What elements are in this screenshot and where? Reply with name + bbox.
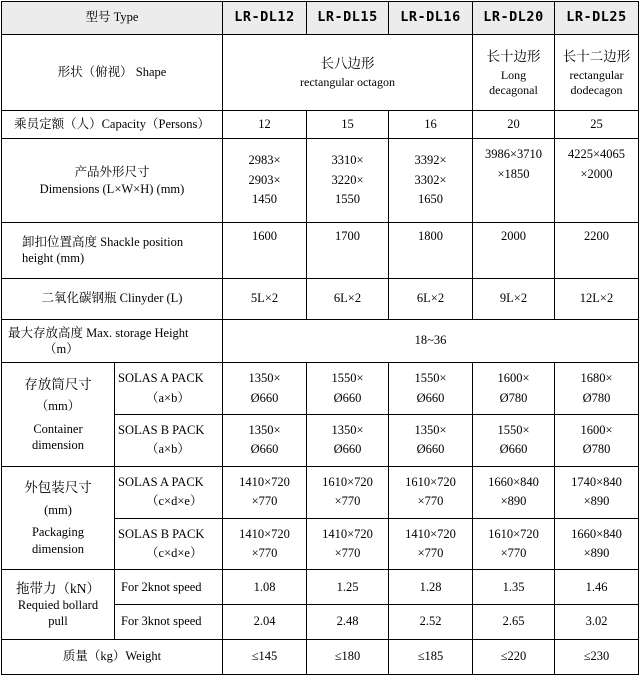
container-value: 1350× Ø660 (389, 415, 473, 467)
container-value: 1550× Ø660 (389, 363, 473, 415)
shape-dodecagon-en-1: rectangular (569, 67, 624, 82)
co2-value: 6L×2 (307, 278, 389, 319)
weight-value: ≤185 (389, 640, 473, 675)
capacity-value: 16 (389, 110, 473, 139)
bollard-value: 1.25 (307, 570, 389, 605)
shackle-value: 1800 (389, 222, 473, 278)
bollard-value: 2.04 (223, 605, 307, 640)
shackle-value: 2000 (473, 222, 555, 278)
container-value: 1350× Ø660 (223, 363, 307, 415)
shackle-value: 1600 (223, 222, 307, 278)
container-label: 存放筒尺寸 （mm） Container dimension (2, 363, 115, 467)
container-pack-b: SOLAS B PACK （a×b） (115, 415, 223, 467)
container-value: 1550× Ø660 (473, 415, 555, 467)
shape-row (2, 34, 639, 110)
container-row-a (2, 363, 639, 415)
shape-decagon-en-1: Long (500, 67, 527, 82)
dimensions-value: 3392× 3302× 1650 (389, 139, 473, 222)
co2-row (2, 278, 639, 319)
shape-octagon (223, 34, 473, 110)
co2-value: 5L×2 (223, 278, 307, 319)
packaging-value: 1610×720 ×770 (473, 518, 555, 570)
weight-row (2, 640, 639, 675)
weight-value: ≤180 (307, 640, 389, 675)
bollard-value: 1.28 (389, 570, 473, 605)
shape-decagon (473, 34, 555, 110)
header-row (2, 2, 639, 35)
packaging-value: 1410×720 ×770 (223, 466, 307, 518)
max-storage-value: 18~36 (223, 319, 639, 362)
specification-table (1, 1, 639, 675)
shackle-label: 卸扣位置高度 Shackle position height (mm) (2, 222, 223, 278)
container-value: 1350× Ø660 (307, 415, 389, 467)
container-pack-a: SOLAS A PACK （a×b） (115, 363, 223, 415)
bollard-value: 2.48 (307, 605, 389, 640)
shape-decagon-cn: 长十边形 (486, 48, 541, 64)
shackle-row (2, 222, 639, 278)
shape-decagon-en-2: decagonal (489, 82, 538, 97)
dimensions-value: 4225×4065 ×2000 (555, 139, 639, 222)
packaging-value: 1660×840 ×890 (555, 518, 639, 570)
packaging-pack-b: SOLAS B PACK （c×d×e） (115, 518, 223, 570)
type-label: 型号 Type (2, 2, 223, 35)
container-value: 1550× Ø660 (307, 363, 389, 415)
shackle-value: 2200 (555, 222, 639, 278)
model-lr-dl16: LR-DL16 (389, 2, 473, 35)
shackle-value: 1700 (307, 222, 389, 278)
packaging-value: 1410×720 ×770 (307, 518, 389, 570)
weight-value: ≤220 (473, 640, 555, 675)
shape-label: 形状（俯视） Shape (2, 34, 223, 110)
bollard-value: 3.02 (555, 605, 639, 640)
packaging-value: 1410×720 ×770 (389, 518, 473, 570)
packaging-value: 1610×720 ×770 (307, 466, 389, 518)
co2-label: 二氧化碳钢瓶 Clinyder (L) (2, 278, 223, 319)
container-value: 1680× Ø780 (555, 363, 639, 415)
capacity-value: 25 (555, 110, 639, 139)
packaging-label: 外包装尺寸 (mm) Packaging dimension (2, 466, 115, 570)
packaging-value: 1660×840 ×890 (473, 466, 555, 518)
bollard-value: 1.08 (223, 570, 307, 605)
container-value: 1600× Ø780 (555, 415, 639, 467)
packaging-value: 1740×840 ×890 (555, 466, 639, 518)
bollard-3knot-label: For 3knot speed (115, 605, 223, 640)
dimensions-value: 2983× 2903× 1450 (223, 139, 307, 222)
bollard-label: 拖带力（kN） Requied bollard pull (2, 570, 115, 640)
bollard-row-2knot (2, 570, 639, 605)
container-value: 1600× Ø780 (473, 363, 555, 415)
dimensions-row (2, 139, 639, 222)
weight-value: ≤230 (555, 640, 639, 675)
bollard-value: 2.52 (389, 605, 473, 640)
packaging-value: 1610×720 ×770 (389, 466, 473, 518)
capacity-label: 乘员定额（人）Capacity（Persons） (2, 110, 223, 139)
dimensions-label-en: Dimensions (L×W×H) (mm) (39, 181, 185, 196)
co2-value: 9L×2 (473, 278, 555, 319)
max-storage-row (2, 319, 639, 362)
bollard-value: 1.46 (555, 570, 639, 605)
shape-octagon-cn: 长八边形 (320, 56, 375, 72)
shape-dodecagon-en-2: dodecagon (570, 82, 623, 97)
shape-dodecagon (555, 34, 639, 110)
packaging-value: 1410×720 ×770 (223, 518, 307, 570)
dimensions-value: 3310× 3220× 1550 (307, 139, 389, 222)
weight-label: 质量（kg）Weight (2, 640, 223, 675)
container-value: 1350× Ø660 (223, 415, 307, 467)
capacity-value: 15 (307, 110, 389, 139)
model-lr-dl12: LR-DL12 (223, 2, 307, 35)
dimensions-label (2, 139, 223, 222)
bollard-2knot-label: For 2knot speed (115, 570, 223, 605)
bollard-value: 1.35 (473, 570, 555, 605)
shape-octagon-en: rectangular octagon (300, 75, 395, 90)
dimensions-value: 3986×3710 ×1850 (473, 139, 555, 222)
capacity-value: 20 (473, 110, 555, 139)
co2-value: 6L×2 (389, 278, 473, 319)
shape-dodecagon-cn: 长十二边形 (562, 48, 631, 64)
capacity-row (2, 110, 639, 139)
capacity-value: 12 (223, 110, 307, 139)
packaging-pack-a: SOLAS A PACK （c×d×e） (115, 466, 223, 518)
weight-value: ≤145 (223, 640, 307, 675)
max-storage-label: 最大存放高度 Max. storage Height （m） (2, 319, 223, 362)
packaging-row-a (2, 466, 639, 518)
dimensions-label-cn: 产品外形尺寸 (74, 165, 150, 180)
co2-value: 12L×2 (555, 278, 639, 319)
model-lr-dl20: LR-DL20 (473, 2, 555, 35)
bollard-value: 2.65 (473, 605, 555, 640)
model-lr-dl25: LR-DL25 (555, 2, 639, 35)
model-lr-dl15: LR-DL15 (307, 2, 389, 35)
